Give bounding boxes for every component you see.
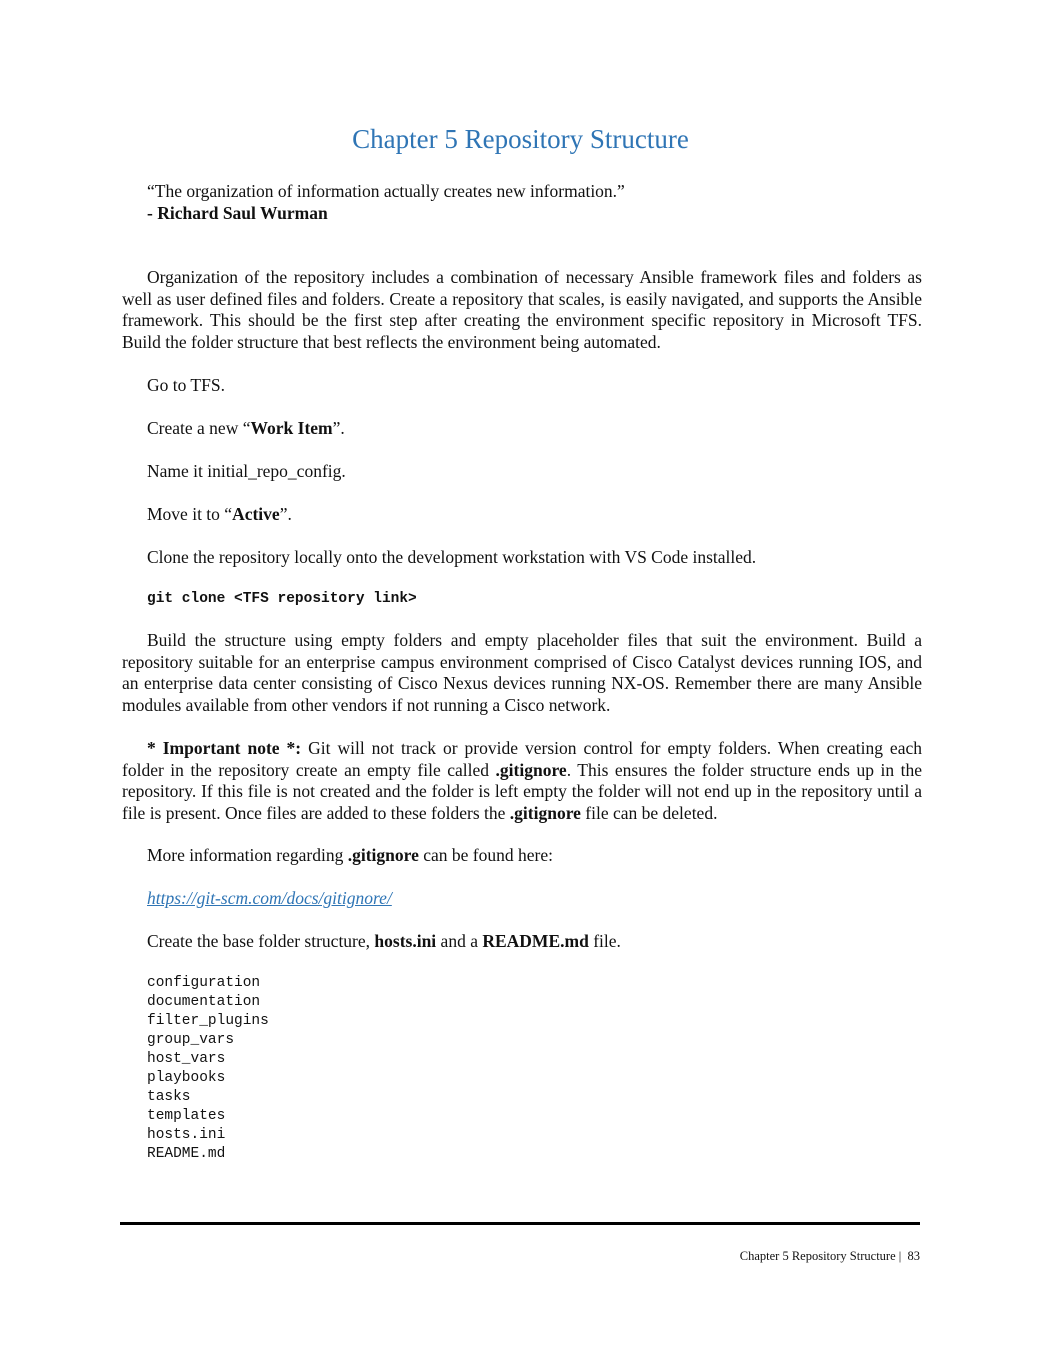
tree-item: host_vars xyxy=(147,1051,226,1067)
intro-paragraph: Organization of the repository includes a combination of necessary Ansible framework files and folders as well as user defined files and folders. Create a repository that scales, is easily navigated, and supports the Ansible framework. This should be the first step after creating the environment specific repository in Microsoft TFS. Build the folder structure that best reflects the environment being automated. xyxy=(122,267,922,352)
create-base-text: Create the base folder structure, xyxy=(147,931,375,951)
note-text: Git will not track or provide version control for empty folders. When creating each folder in the repository create an empty file called xyxy=(122,738,922,780)
footer-divider xyxy=(120,1222,920,1225)
step-create-work-item xyxy=(122,418,947,440)
create-base-text: and a xyxy=(436,931,483,951)
note-label: * Important note *: xyxy=(147,738,302,758)
step-go-to-tfs: Go to TFS. xyxy=(147,375,225,395)
gitignore-link-line xyxy=(122,888,947,910)
important-note xyxy=(122,738,922,824)
gitignore-bold: .gitignore xyxy=(495,759,567,780)
hosts-ini-bold: hosts.ini xyxy=(374,931,437,951)
tree-item: playbooks xyxy=(147,1070,226,1086)
note-text: . This ensures the folder structure ends up in the repository. If this file is not created and the folder is left empty the folder will not end up in the repository until a file is present. Once files are added to these folders the xyxy=(122,759,922,823)
more-info-text: More information regarding xyxy=(147,845,348,865)
quote-author: - Richard Saul Wurman xyxy=(147,202,328,223)
page-number: 83 xyxy=(907,1249,920,1263)
gitignore-docs-link[interactable]: https://git-scm.com/docs/gitignore/ xyxy=(147,888,392,908)
chapter-title: Chapter 5 Repository Structure xyxy=(352,124,689,154)
tree-item: tasks xyxy=(147,1089,191,1105)
git-clone-command: git clone <TFS repository link> xyxy=(147,591,417,607)
step-move-active xyxy=(122,504,947,526)
step-text: ”. xyxy=(332,418,345,438)
tree-item: configuration xyxy=(147,975,261,991)
tree-item: group_vars xyxy=(147,1032,235,1048)
step-text: ”. xyxy=(279,504,292,524)
tree-item: filter_plugins xyxy=(147,1013,269,1029)
build-paragraph: Build the structure using empty folders and empty placeholder files that suit the environment. Build a repository suitable for an enterprise campus environment comprised of Cisco Catalyst devices running IOS, and an enterprise data center consisting of Cisco Nexus devices running NX-OS. Remember there are many Ansible modules available from other vendors if not running a Cisco network. xyxy=(122,630,922,715)
gitignore-bold: .gitignore xyxy=(347,845,419,865)
create-base-text: file. xyxy=(588,931,621,951)
more-info-text: can be found here: xyxy=(418,845,553,865)
footer-chapter: Chapter 5 Repository Structure | xyxy=(739,1249,902,1263)
create-base xyxy=(122,931,947,953)
step-text: Move it to “ xyxy=(147,504,233,524)
tree-item: templates xyxy=(147,1108,226,1124)
step-bold-text: Work Item xyxy=(250,418,333,438)
readme-bold: README.md xyxy=(482,931,589,951)
quote-text: “The organization of information actually creates new information.” xyxy=(147,181,625,201)
step-text: Create a new “ xyxy=(147,418,251,438)
page-footer xyxy=(740,1249,920,1264)
tree-item: README.md xyxy=(147,1146,226,1162)
epigraph xyxy=(122,181,947,224)
step-clone: Clone the repository locally onto the development workstation with VS Code installed. xyxy=(147,547,757,567)
tree-item: documentation xyxy=(147,994,261,1010)
more-info xyxy=(122,845,947,867)
folder-tree xyxy=(122,974,947,1164)
note-text: file can be deleted. xyxy=(580,802,718,823)
tree-item: hosts.ini xyxy=(147,1127,226,1143)
gitignore-bold: .gitignore xyxy=(509,802,581,823)
step-name-it: Name it initial_repo_config. xyxy=(147,461,346,481)
step-bold-text: Active xyxy=(232,504,280,524)
